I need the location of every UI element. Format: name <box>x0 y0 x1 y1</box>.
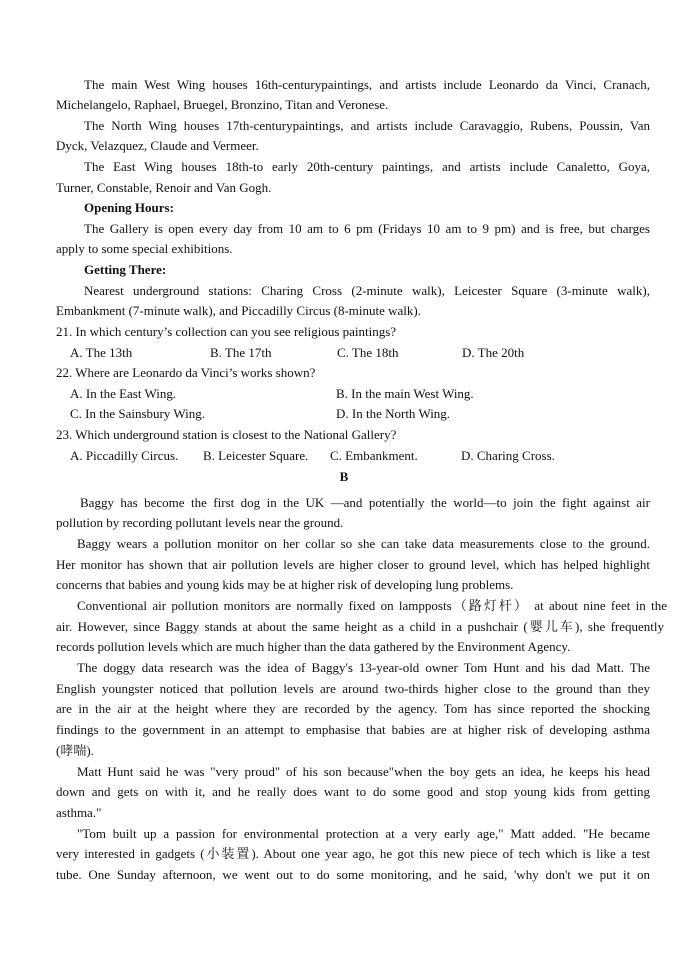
getting-there-line-1: Nearest underground stations: Charing Cross (2-minute walk), Leicester Square (3-minute walk), <box>84 283 650 298</box>
question-23-option-d: D. Charing Cross. <box>461 448 555 463</box>
passage-b-line: tube. One Sunday afternoon, we went out to do some monitoring, and he said, 'why don't we put it on <box>56 867 650 882</box>
passage-b-line: Conventional air pollution monitors are normally fixed on lampposts（路灯杆） at about nine feet in the <box>77 598 667 613</box>
passage-b-line: (哮喘). <box>56 743 94 758</box>
passage-b-line: Matt Hunt said he was "very proud" of his son because"when the boy gets an idea, he keeps his head <box>77 764 650 779</box>
question-21-option-c: C. The 18th <box>337 345 399 360</box>
question-23-option-c: C. Embankment. <box>330 448 418 463</box>
passage-b-line: English youngster noticed that pollution levels are around two-thirds higher close to the ground than they <box>56 681 650 696</box>
question-22-option-c: C. In the Sainsbury Wing. <box>70 406 206 421</box>
passage-b-line: Baggy wears a pollution monitor on her collar so she can take data measurements close to the ground. <box>77 536 650 551</box>
passage-b-line: "Tom built up a passion for environmental protection at a very early age," Matt added. "He became <box>77 826 650 841</box>
getting-there-heading: Getting There: <box>84 262 167 277</box>
passage-b-line: air. However, since Baggy stands at about the same height as a child in a pushchair (婴儿车), she frequently <box>56 619 664 634</box>
passage-b-line: are in the air at the height where they are recorded by the agency. Tom has since reported the shocking <box>56 701 650 716</box>
opening-hours-line-1: The Gallery is open every day from 10 am to 6 pm (Fridays 10 am to 9 pm) and is free, but charges <box>84 221 650 236</box>
opening-hours-line-2: apply to some special exhibitions. <box>56 241 233 256</box>
question-21-stem: 21. In which century’s collection can you see religious paintings? <box>56 324 397 339</box>
passage-b-line: down and gets on with it, and he really does want to do some good and stop young kids from getting <box>56 784 650 799</box>
west-wing-line-1: The main West Wing houses 16th-centurypaintings, and artists include Leonardo da Vinci, Cranach, <box>84 77 650 92</box>
getting-there-line-2: Embankment (7-minute walk), and Piccadilly Circus (8-minute walk). <box>56 303 421 318</box>
passage-b-line: The doggy data research was the idea of Baggy's 13-year-old owner Tom Hunt and his dad Matt. The <box>77 660 650 675</box>
question-23-option-b: B. Leicester Square. <box>203 448 309 463</box>
question-22-stem: 22. Where are Leonardo da Vinci’s works shown? <box>56 365 316 380</box>
question-23-stem: 23. Which underground station is closest to the National Gallery? <box>56 427 397 442</box>
east-wing-line-2: Turner, Constable, Renoir and Van Gogh. <box>56 180 272 195</box>
east-wing-line-1: The East Wing houses 18th-to early 20th-century paintings, and artists include Canaletto, Goya, <box>84 159 650 174</box>
passage-b-line: Baggy has become the first dog in the UK —and potentially the world—to join the fight against air <box>80 495 650 510</box>
opening-hours-heading: Opening Hours: <box>84 200 174 215</box>
question-22-option-a: A. In the East Wing. <box>70 386 177 401</box>
question-21-option-b: B. The 17th <box>210 345 272 360</box>
question-21-option-a: A. The 13th <box>70 345 133 360</box>
passage-b-line: asthma." <box>56 805 102 820</box>
question-22-option-b: B. In the main West Wing. <box>336 386 474 401</box>
question-21-option-d: D. The 20th <box>462 345 525 360</box>
section-b-heading: B <box>339 469 349 484</box>
passage-b-line: records pollution levels which are much higher than the data gathered by the Environment Agency. <box>56 639 571 654</box>
north-wing-line-2: Dyck, Velazquez, Claude and Vermeer. <box>56 138 259 153</box>
question-23-option-a: A. Piccadilly Circus. <box>70 448 179 463</box>
passage-b-line: pollution by recording pollutant levels near the ground. <box>56 515 344 530</box>
west-wing-line-2: Michelangelo, Raphael, Bruegel, Bronzino, Titan and Veronese. <box>56 97 389 112</box>
north-wing-line-1: The North Wing houses 17th-centurypaintings, and artists include Caravaggio, Rubens, Poussin, Van <box>84 118 650 133</box>
passage-b-line: Her monitor has shown that air pollution levels are higher closer to ground level, which has helped highlight <box>56 557 650 572</box>
passage-b-line: concerns that babies and young kids may be at higher risk of developing lung problems. <box>56 577 514 592</box>
passage-b-line: very interested in gadgets (小装置). About one year ago, he got this new piece of tech which is like a test <box>56 846 650 861</box>
passage-b-line: findings to the government in an attempt to emphasise that babies are at higher risk of developing asthma <box>56 722 650 737</box>
question-22-option-d: D. In the North Wing. <box>336 406 451 421</box>
